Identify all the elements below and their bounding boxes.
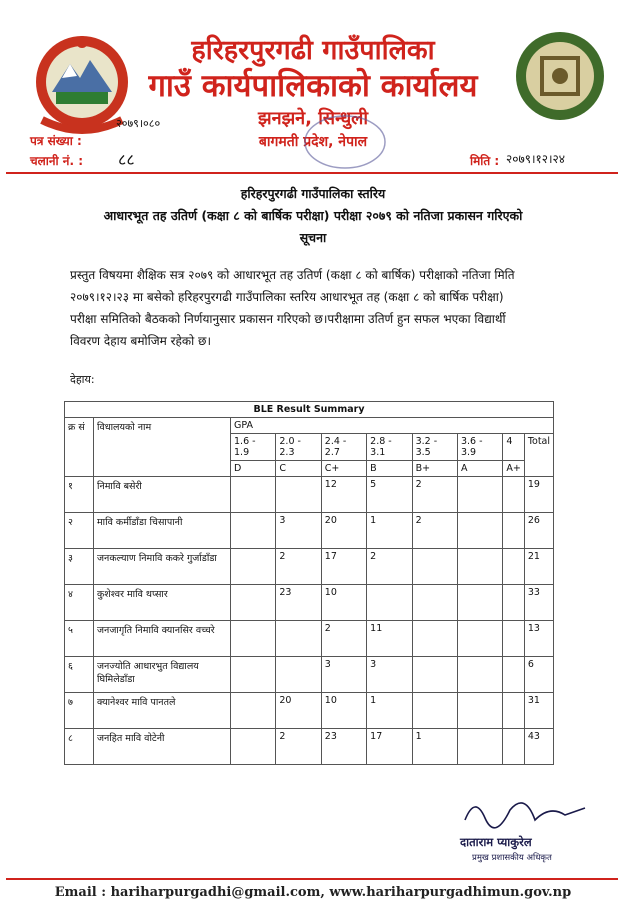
table-row (65, 621, 554, 657)
body-line: परीक्षा समितिको बैठकको निर्णयानुसार प्रकासन गरिएको छ।परीक्षामा उतिर्ण हुन सफल भएका विद्यार्थी (70, 312, 506, 326)
body-line: प्रस्तुत विषयमा शैक्षिक सत्र २०७९ को आधारभूत तह उतिर्ण (कक्षा ८ को बार्षिक) परीक्षाको नतिजा मिति (70, 268, 515, 282)
row-count (503, 585, 524, 621)
row-school-name: जनकल्याण निमावि ककरे गुर्जाडाँडा (94, 549, 231, 585)
row-count (276, 657, 321, 693)
row-sn: १ (65, 477, 94, 513)
row-count (457, 621, 502, 657)
row-school-name: मावि कर्मीडाँडा चिसापानी (94, 513, 231, 549)
office-address: झनझने, सिन्धुली (257, 108, 369, 129)
row-count: 20 (321, 513, 366, 549)
row-sn: ५ (65, 621, 94, 657)
row-count (412, 549, 457, 585)
table-row (65, 549, 554, 585)
row-count (457, 729, 502, 765)
footer-contact: Email : hariharpurgadhi@gmail.com, www.hariharpurgadhimun.gov.np (54, 885, 572, 900)
grade-header: B (367, 461, 412, 477)
row-count (276, 621, 321, 657)
row-count: 5 (367, 477, 412, 513)
notice-body (70, 264, 590, 352)
row-count (412, 621, 457, 657)
grade-header: A (457, 461, 502, 477)
row-count: 2 (412, 477, 457, 513)
row-count: 20 (276, 693, 321, 729)
row-sn: ६ (65, 657, 94, 693)
table-row (65, 657, 554, 693)
row-count: 23 (276, 585, 321, 621)
row-count: 2 (276, 549, 321, 585)
patra-label: पत्र संख्या : (30, 134, 82, 148)
row-count (503, 549, 524, 585)
row-count (231, 657, 276, 693)
row-count: 1 (367, 513, 412, 549)
row-count (412, 585, 457, 621)
signatory-designation: प्रमुख प्रशासकीय अधिकृत (472, 853, 552, 863)
row-sn: ७ (65, 693, 94, 729)
date-value: २०७९।१२।२४ (506, 152, 566, 166)
notice-title-3: सूचना (299, 230, 327, 245)
grade-header: C+ (321, 461, 366, 477)
row-count (457, 585, 502, 621)
notice-title-2: आधारभूत तह उतिर्ण (कक्षा ८ को बार्षिक परीक्षा) परीक्षा २०७९ को नतिजा प्रकासन गरिएको (103, 208, 523, 223)
row-count: 3 (276, 513, 321, 549)
row-count (503, 693, 524, 729)
row-count (231, 585, 276, 621)
row-school-name: जनहित मावि वोटेनी (94, 729, 231, 765)
body-line: २०७९।१२।२३ मा बसेको हरिहरपुरगढी गाउँपालिका स्तरिय आधारभूत तह (कक्षा ८ को बार्षिक परीक्षा) (70, 290, 504, 304)
row-total: 43 (524, 729, 553, 765)
row-count: 3 (321, 657, 366, 693)
row-count (503, 657, 524, 693)
table-row (65, 729, 554, 765)
row-count (231, 513, 276, 549)
row-count (231, 693, 276, 729)
row-count (231, 549, 276, 585)
stamp-icon (300, 112, 390, 172)
row-count (503, 621, 524, 657)
range-header: 1.6 - 1.9 (231, 434, 276, 461)
row-count: 10 (321, 693, 366, 729)
row-sn: ३ (65, 549, 94, 585)
row-total: 31 (524, 693, 553, 729)
row-count: 1 (367, 693, 412, 729)
row-total: 26 (524, 513, 553, 549)
row-count: 11 (367, 621, 412, 657)
footer-divider (6, 878, 618, 880)
row-count: 2 (412, 513, 457, 549)
row-count (503, 513, 524, 549)
row-school-name: निमावि बसेरी (94, 477, 231, 513)
fiscal-year: २०७९।०८० (116, 117, 161, 130)
row-total: 6 (524, 657, 553, 693)
grade-header: D (231, 461, 276, 477)
grade-header: C (276, 461, 321, 477)
range-header: 2.4 - 2.7 (321, 434, 366, 461)
col-total-header: Total (524, 434, 553, 477)
row-count (231, 729, 276, 765)
row-total: 19 (524, 477, 553, 513)
row-count (457, 513, 502, 549)
row-count (457, 549, 502, 585)
row-count (231, 477, 276, 513)
row-count (412, 693, 457, 729)
row-count (367, 585, 412, 621)
row-count: 23 (321, 729, 366, 765)
row-school-name: जनजागृति निमावि क्यानसिर वच्चरे (94, 621, 231, 657)
date-label: मिति : (470, 154, 500, 168)
range-header: 2.0 - 2.3 (276, 434, 321, 461)
row-count: 17 (367, 729, 412, 765)
row-count (276, 477, 321, 513)
row-sn: २ (65, 513, 94, 549)
col-sn-header: क्र सं (65, 418, 94, 477)
row-total: 21 (524, 549, 553, 585)
table-row (65, 477, 554, 513)
range-header: 3.2 - 3.5 (412, 434, 457, 461)
chalani-value: ८८ (118, 150, 135, 169)
table-row (65, 513, 554, 549)
row-sn: ४ (65, 585, 94, 621)
row-count (503, 477, 524, 513)
signatory-name: दाताराम प्याकुरेल (460, 835, 532, 849)
notice-title-1: हरिहरपुरगढी गाउँपालिका स्तरिय (240, 186, 386, 201)
row-count (457, 657, 502, 693)
body-line: विवरण देहाय बमोजिम रहेको छ। (70, 334, 211, 348)
row-count: 2 (367, 549, 412, 585)
row-school-name: कुशेश्वर मावि थप्सार (94, 585, 231, 621)
table-caption: BLE Result Summary (65, 402, 554, 418)
row-count (412, 657, 457, 693)
row-count: 1 (412, 729, 457, 765)
row-count (457, 693, 502, 729)
row-count: 10 (321, 585, 366, 621)
row-total: 13 (524, 621, 553, 657)
signature-icon (455, 790, 595, 830)
col-gpa-header: GPA (231, 418, 554, 434)
row-school-name: जनज्योति आधारभुत विद्यालय घिमिलेडाँडा (94, 657, 231, 693)
range-header: 2.8 - 3.1 (367, 434, 412, 461)
grade-header: B+ (412, 461, 457, 477)
range-header: 4 (503, 434, 524, 461)
row-count: 12 (321, 477, 366, 513)
range-header: 3.6 - 3.9 (457, 434, 502, 461)
grade-header: A+ (503, 461, 524, 477)
row-count (503, 729, 524, 765)
province-name: बागमती प्रदेश, नेपाल (258, 134, 368, 150)
table-row (65, 693, 554, 729)
chalani-label: चलानी नं. : (30, 154, 84, 168)
col-school-header: विधालयको नाम (94, 418, 231, 477)
row-count (231, 621, 276, 657)
org-name: हरिहरपुरगढी गाउँपालिका (191, 35, 435, 66)
row-count: 2 (321, 621, 366, 657)
row-count (457, 477, 502, 513)
dehay-label: देहाय: (70, 373, 95, 386)
ble-result-table (64, 401, 554, 765)
row-total: 33 (524, 585, 553, 621)
row-school-name: क्यानेश्वर मावि पानतले (94, 693, 231, 729)
table-body (65, 477, 554, 765)
office-name: गाउँ कार्यपालिकाको कार्यालय (148, 68, 478, 104)
row-sn: ८ (65, 729, 94, 765)
row-count: 3 (367, 657, 412, 693)
header-divider (6, 172, 618, 174)
row-count: 17 (321, 549, 366, 585)
row-count: 2 (276, 729, 321, 765)
table-row (65, 585, 554, 621)
